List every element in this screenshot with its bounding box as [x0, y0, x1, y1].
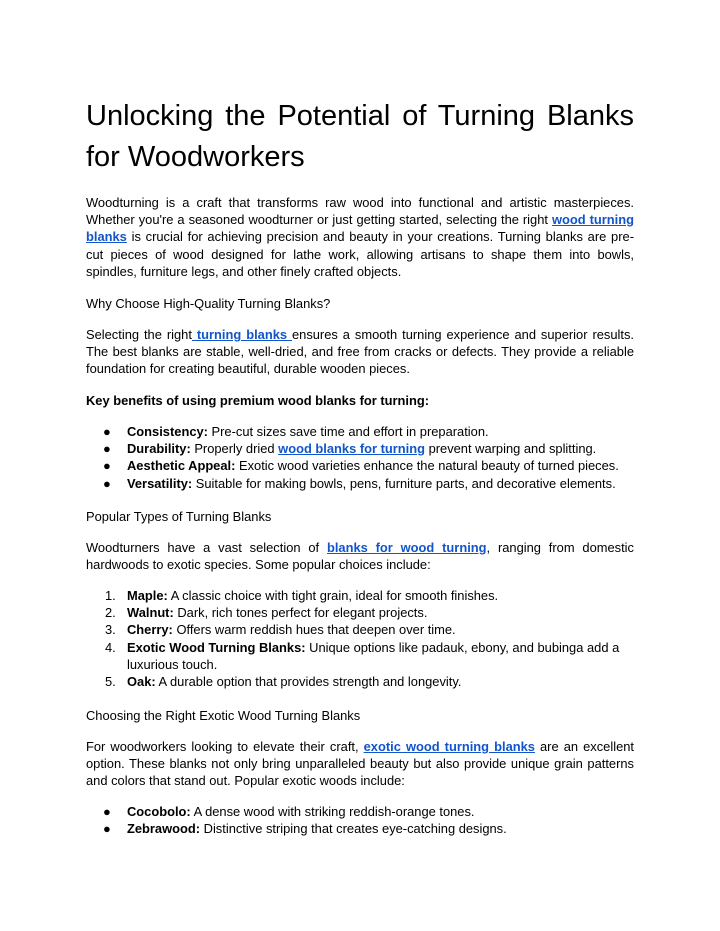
list-item: [86, 475, 634, 492]
list-item: [86, 639, 634, 673]
type-text: A classic choice with tight grain, ideal for smooth finishes.: [167, 588, 499, 603]
wood-blanks-for-turning-link[interactable]: wood blanks for turning: [278, 441, 425, 457]
type-label: Maple:: [127, 588, 168, 603]
types-text-before: Woodturners have a vast selection of: [86, 540, 327, 555]
intro-text-before: Woodturning is a craft that transforms raw wood into functional and artistic masterpieces. Whether you're a seasoned woodturner or just getting started, selecting the right: [86, 195, 634, 228]
wood-label: Cocobolo:: [127, 804, 191, 819]
number-marker: 1.: [105, 588, 116, 603]
bullet-marker: ●: [103, 821, 111, 837]
types-text-after: , ranging from domestic hardwoods to exotic species. Some popular choices include:: [86, 540, 634, 573]
benefit-text: Suitable for making bowls, pens, furniture parts, and decorative elements.: [192, 475, 616, 491]
type-label: Walnut:: [127, 605, 174, 621]
benefit-label: Aesthetic Appeal:: [127, 458, 236, 474]
wood-text: Distinctive striping that creates eye-catching designs.: [200, 821, 507, 837]
number-marker: 3.: [105, 622, 116, 638]
bullet-marker: ●: [103, 441, 111, 457]
why-paragraph: [86, 326, 634, 378]
bullet-marker: ●: [103, 475, 111, 491]
benefit-text: Pre-cut sizes save time and effort in preparation.: [207, 424, 489, 439]
exotic-heading: Choosing the Right Exotic Wood Turning Blanks: [86, 708, 361, 723]
intro-text-after: is crucial for achieving precision and beauty in your creations. Turning blanks are pre-cut pieces of wood designed for lathe work, allowing artisans to shape them into bowls, spindles, furniture legs, and other finely crafted objects.: [86, 229, 634, 279]
blanks-for-wood-turning-link[interactable]: blanks for wood turning: [326, 540, 487, 555]
exotic-list: [86, 803, 634, 837]
exotic-wood-turning-blanks-link[interactable]: exotic wood turning blanks: [363, 739, 535, 754]
bullet-marker: ●: [103, 804, 111, 819]
list-item: [86, 673, 634, 690]
why-text-before: Selecting the right: [86, 327, 192, 342]
benefits-heading: [86, 392, 634, 409]
type-text: Offers warm reddish hues that deepen over time.: [172, 622, 456, 638]
number-marker: 4.: [105, 639, 116, 655]
intro-paragraph: [86, 194, 634, 280]
list-item: [86, 587, 634, 604]
benefit-text-after: prevent warping and splitting.: [424, 441, 597, 457]
wood-text: A dense wood with striking reddish-orange tones.: [190, 804, 475, 819]
benefits-heading-text: Key benefits of using premium wood blanks for turning:: [86, 393, 430, 408]
list-item: [86, 803, 634, 820]
type-label: Exotic Wood Turning Blanks:: [127, 639, 306, 655]
type-label: Cherry:: [127, 622, 173, 638]
turning-blanks-link[interactable]: turning blanks: [191, 327, 292, 342]
exotic-paragraph: [86, 738, 634, 790]
type-text: Dark, rich tones perfect for elegant projects.: [173, 605, 428, 621]
exotic-text-after: are an excellent option. These blanks not only bring unparalleled beauty but also provide unique grain patterns and colors that stand out. Popular exotic woods include:: [86, 739, 634, 789]
list-item: [86, 423, 634, 440]
why-heading: Why Choose High-Quality Turning Blanks?: [86, 296, 331, 311]
benefit-label: Durability:: [127, 441, 191, 457]
number-marker: 2.: [105, 605, 116, 621]
exotic-text-before: For woodworkers looking to elevate their craft,: [86, 739, 364, 754]
types-heading: Popular Types of Turning Blanks: [86, 509, 272, 524]
bullet-marker: ●: [103, 424, 111, 439]
benefits-list: [86, 423, 634, 492]
benefit-text: Exotic wood varieties enhance the natural beauty of turned pieces.: [235, 458, 619, 474]
list-item: [86, 820, 634, 837]
number-marker: 5.: [105, 674, 116, 690]
type-label: Oak:: [127, 674, 156, 690]
benefit-label: Consistency:: [127, 424, 208, 439]
wood-label: Zebrawood:: [127, 821, 201, 837]
list-item: [86, 457, 634, 474]
why-text-after: ensures a smooth turning experience and superior results. The best blanks are stable, well-dried, and free from cracks or defects. They provide a reliable foundation for creating beautiful, durable wooden pieces.: [86, 327, 634, 377]
types-paragraph: [86, 539, 634, 573]
benefit-text-before: Properly dried: [190, 441, 279, 457]
list-item: [86, 604, 634, 621]
types-list: [86, 587, 634, 690]
type-text: Unique options like padauk, ebony, and bubinga add a luxurious touch.: [127, 639, 620, 672]
type-text: A durable option that provides strength and longevity.: [155, 674, 462, 690]
bullet-marker: ●: [103, 458, 111, 474]
page-title: Unlocking the Potential of Turning Blanks for Woodworkers: [86, 100, 634, 173]
list-item: [86, 440, 634, 457]
list-item: [86, 621, 634, 638]
benefit-label: Versatility:: [127, 475, 193, 491]
wood-turning-blanks-link[interactable]: wood turning blanks: [86, 212, 634, 245]
